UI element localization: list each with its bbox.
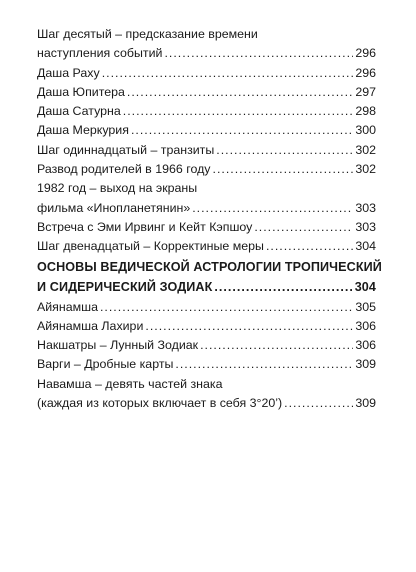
toc-entry-title: (каждая из которых включает в себя 3°20’) [37,396,283,411]
toc-entry-title: Айянамша Лахири [37,318,144,333]
toc-entry-title: Даша Меркурия [37,123,129,138]
toc-page-number: 302 [355,162,376,177]
dot-leader [213,160,354,179]
toc-entry-title: Даша Юпитера [37,84,125,99]
toc-entry-title: фильма «Инопланетянин» [37,200,191,215]
dot-leader [175,355,353,374]
dot-leader [192,199,353,218]
toc-line [37,102,376,121]
dot-leader [164,44,353,63]
dot-leader [123,102,354,121]
toc-line [37,121,376,140]
toc-line [37,199,376,218]
toc-line [37,317,376,336]
dot-leader [214,277,352,298]
toc-entry-title: Навамша – девять частей знака [37,376,223,391]
dot-leader [254,218,353,237]
toc-line [37,179,376,198]
toc-line [37,375,376,394]
toc-line [37,237,376,256]
toc-line [37,160,376,179]
toc-entry-title: ОСНОВЫ ВЕДИЧЕСКОЙ АСТРОЛОГИИ ТРОПИЧЕСКИЙ [37,259,382,274]
toc-page-number: 297 [355,84,376,99]
dot-leader [100,298,353,317]
toc-page-number: 303 [355,200,376,215]
toc-page-number: 305 [355,299,376,314]
dot-leader [127,83,353,102]
toc-line [37,141,376,160]
toc-page-number: 296 [355,65,376,80]
toc-page-number: 306 [355,338,376,353]
toc-line [37,355,376,374]
toc-page-number: 298 [355,104,376,119]
toc-entry-title: И СИДЕРИЧЕСКИЙ ЗОДИАК [37,280,213,295]
toc-line [37,218,376,237]
table-of-contents [37,25,382,413]
toc-page-number: 306 [355,318,376,333]
toc-entry-title: Шаг десятый – предсказание времени [37,27,258,41]
dot-leader [284,394,353,413]
toc-entry-title: Шаг одиннадцатый – транзиты [37,142,215,157]
dot-leader [145,317,353,336]
toc-entry-title: Развод родителей в 1966 году [37,162,211,177]
toc-page-number: 304 [355,239,376,254]
toc-line [37,64,376,83]
toc-entry-title: Варги – Дробные карты [37,357,174,372]
toc-page-number: 309 [355,357,376,372]
toc-page-number: 303 [355,219,376,234]
toc-line [37,44,376,63]
toc-line [37,298,376,317]
toc-page-number: 302 [355,142,376,157]
dot-leader [131,121,353,140]
toc-entry-title: 1982 год – выход на экраны [37,181,198,196]
toc-line [37,336,376,355]
dot-leader [102,64,354,83]
toc-page-number: 309 [355,396,376,411]
toc-line [37,83,376,102]
toc-entry-title: Айянамша [37,299,98,314]
dot-leader [200,336,353,355]
toc-line [37,394,376,413]
toc-page-number: 304 [354,280,376,295]
toc-line [37,25,376,44]
toc-entry-title: наступления событий [37,46,163,61]
toc-entry-title: Даша Раху [37,65,100,80]
toc-section-heading [37,257,382,278]
toc-page-number: 300 [355,123,376,138]
toc-entry-title: Даша Сатурна [37,104,121,119]
dot-leader [216,141,353,160]
toc-page-number: 296 [355,46,376,61]
toc-entry-title: Встреча с Эми Ирвинг и Кейт Кэпшоу [37,219,253,234]
dot-leader [266,237,353,256]
toc-section-heading [37,277,376,298]
toc-entry-title: Накшатры – Лунный Зодиак [37,338,199,353]
toc-entry-title: Шаг двенадцатый – Корректиные меры [37,239,264,254]
